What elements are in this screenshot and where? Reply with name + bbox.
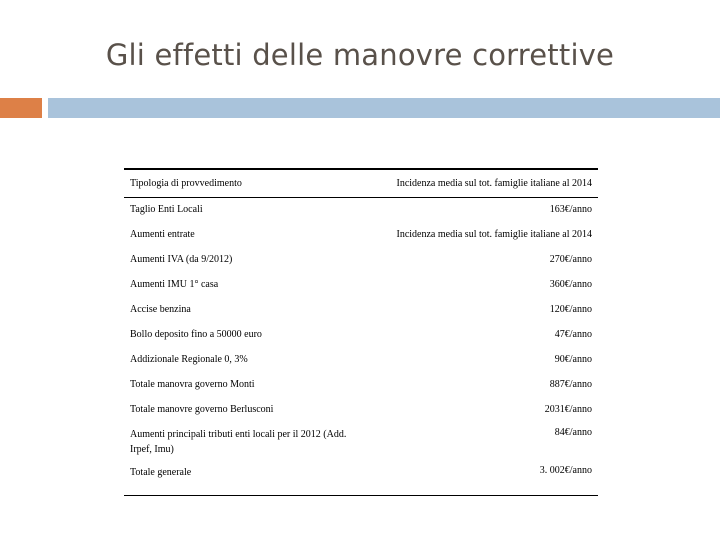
row-label: Totale manovra governo Monti	[130, 379, 255, 390]
data-table	[124, 168, 598, 496]
row-value: 84€/anno	[554, 427, 592, 438]
column-header-impact: Incidenza media sul tot. famiglie italiane al 2014	[376, 169, 598, 197]
table-row	[124, 247, 598, 272]
row-value: 3. 002€/anno	[376, 462, 598, 496]
table-row	[124, 372, 598, 397]
row-label: Aumenti principali tributi enti locali per il 2012 (Add. Irpef, Imu)	[130, 429, 347, 455]
column-header-type: Tipologia di provvedimento	[124, 169, 376, 197]
row-label: Bollo deposito fino a 50000 euro	[130, 329, 262, 340]
row-value: 47€/anno	[554, 329, 592, 340]
table-row	[124, 322, 598, 347]
row-value: 90€/anno	[554, 354, 592, 365]
row-label: Aumenti entrate	[130, 229, 195, 240]
table-row	[124, 272, 598, 297]
slide-title: Gli effetti delle manovre correttive	[105, 38, 615, 72]
header-bar	[48, 98, 720, 118]
row-value: 270€/anno	[549, 254, 592, 265]
row-value: Incidenza media sul tot. famiglie italiane al 2014	[396, 229, 592, 240]
row-value: 120€/anno	[549, 304, 592, 315]
table-row	[124, 347, 598, 372]
row-label: Taglio Enti Locali	[130, 204, 203, 216]
table-row-total	[124, 462, 598, 496]
table-header-row	[124, 169, 598, 197]
table-row	[124, 422, 598, 462]
row-value: 887€/anno	[549, 379, 592, 390]
accent-bar	[0, 98, 42, 118]
row-value: 360€/anno	[549, 279, 592, 290]
row-label: Aumenti IMU 1° casa	[130, 279, 219, 290]
table-row	[124, 222, 598, 247]
table-row	[124, 397, 598, 422]
row-label: Aumenti IVA (da 9/2012)	[130, 254, 233, 265]
row-value: 163€/anno	[549, 204, 592, 216]
table-row	[124, 297, 598, 322]
row-label: Accise benzina	[130, 304, 191, 315]
row-label: Addizionale Regionale 0, 3%	[130, 354, 248, 365]
row-label: Totale manovre governo Berlusconi	[130, 404, 274, 415]
row-label: Totale generale	[124, 462, 376, 496]
table-row	[124, 197, 598, 222]
row-value: 2031€/anno	[544, 404, 592, 415]
